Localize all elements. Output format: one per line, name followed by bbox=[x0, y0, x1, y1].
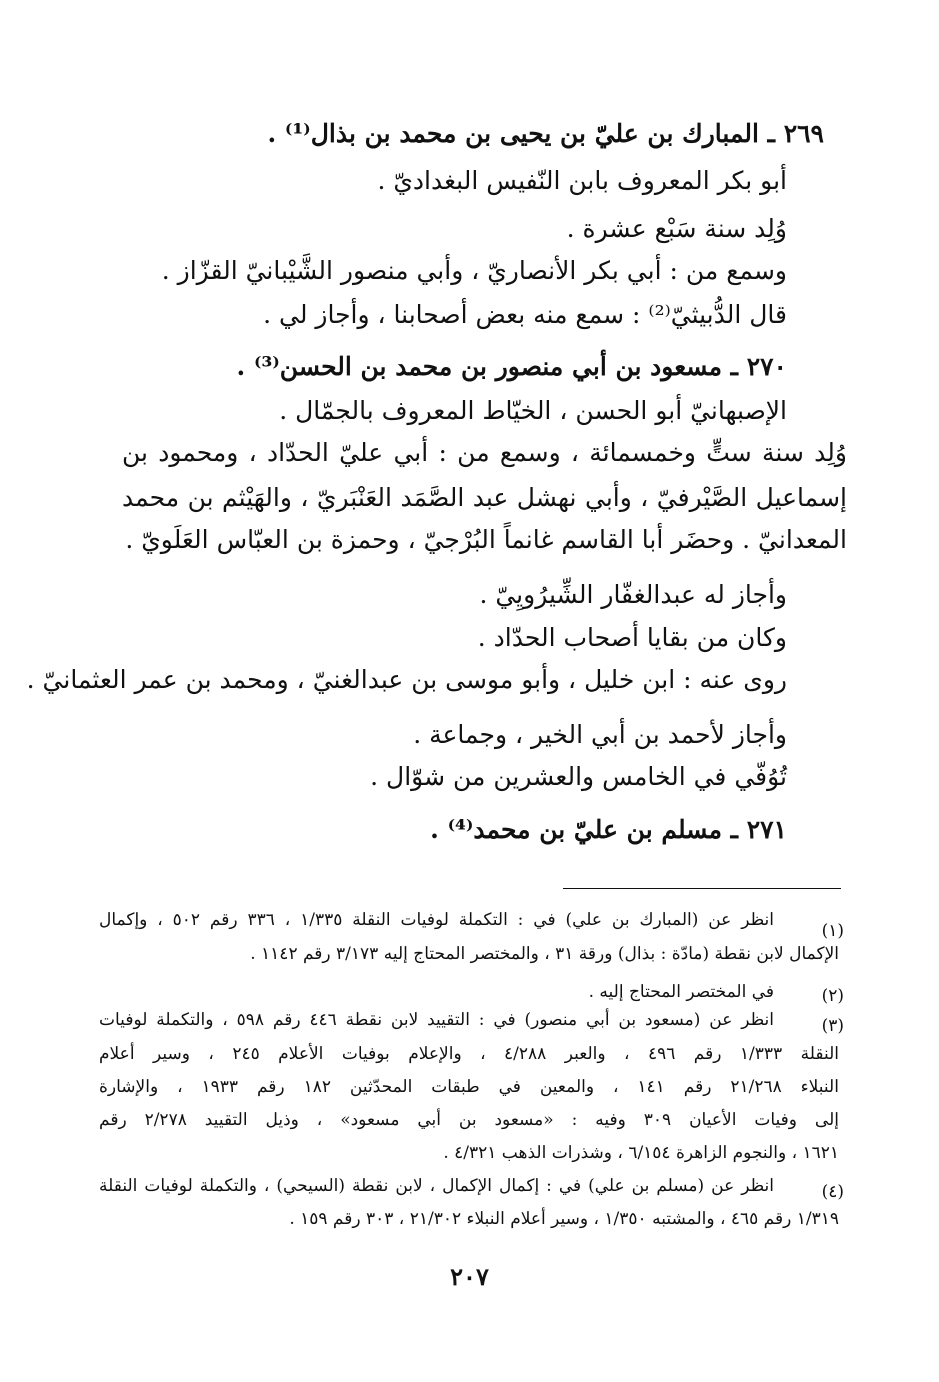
entry-271-heading: ٢٧١ ـ مسلم بن عليّ بن محمد⁽⁴⁾ . bbox=[430, 815, 787, 844]
footnote-line: انظر عن (المبارك بن علي) في : التكملة لوفيات النقلة ١/٣٣٥ ، ٣٣٦ رقم ٥٠٢ ، وإكمال bbox=[99, 910, 774, 930]
footnote-line: النبلاء ٢١/٢٦٨ رقم ١٤١ ، والمعين في طبقات المحدّثين ١٨٢ رقم ١٩٣٣ ، والإشارة bbox=[99, 1077, 839, 1097]
entry-270-line: وأجاز لأحمد بن أبي الخير ، وجماعة . bbox=[413, 720, 787, 749]
footnote-number: (٢) bbox=[821, 986, 844, 1006]
footnote-number: (٤) bbox=[821, 1182, 844, 1202]
footnote-line: في المختصر المحتاج إليه . bbox=[588, 982, 774, 1002]
footnote-line: الإكمال لابن نقطة (مادّة : بذال) ورقة ٣١ ، والمختصر المحتاج إليه ٣/١٧٣ رقم ١١٤٢ . bbox=[250, 944, 839, 964]
footnote-separator bbox=[563, 888, 841, 889]
page-number: ٢٠٧ bbox=[450, 1262, 489, 1291]
footnote-line: ١/٣١٩ رقم ٤٦٥ ، والمشتبه ١/٣٥٠ ، وسير أعلام النبلاء ٢١/٣٠٢ ، ٣٠٣ رقم ١٥٩ . bbox=[289, 1209, 839, 1229]
entry-270-line: تُوُفّي في الخامس والعشرين من شوّال . bbox=[370, 762, 787, 791]
entry-269-line: أبو بكر المعروف بابن النّفيس البغداديّ . bbox=[377, 166, 787, 195]
footnote-line: انظر عن (مسعود بن أبي منصور) في : التقييد لابن نقطة ٤٤٦ رقم ٥٩٨ ، والتكملة لوفيات bbox=[99, 1010, 774, 1030]
entry-270-line: وأجاز له عبدالغفّار الشِّيرُويِيّ . bbox=[479, 580, 787, 609]
entry-269-line: قال الدُّبيثيّ⁽²⁾ : سمع منه بعض أصحابنا ، وأجاز لي . bbox=[263, 300, 787, 329]
entry-270-line: إسماعيل الصَّيْرفيّ ، وأبي نهشل عبد الصَّمَد العَنْبَريّ ، والهَيْثم بن محمد bbox=[122, 483, 847, 512]
entry-270-line: المعدانيّ . وحضَر أبا القاسم غانماً البُرْجيّ ، وحمزة بن العبّاس العَلَويّ . bbox=[125, 525, 847, 554]
entry-270-line: روى عنه : ابن خليل ، وأبو موسى بن عبدالغنيّ ، ومحمد بن عمر العثمانيّ . bbox=[26, 665, 787, 694]
entry-270-line: وكان من بقايا أصحاب الحدّاد . bbox=[477, 623, 787, 652]
footnote-number: (١) bbox=[821, 921, 844, 941]
footnote-number: (٣) bbox=[821, 1016, 844, 1036]
footnote-line: إلى وفيات الأعيان ٣٠٩ وفيه : «مسعود بن أبي مسعود» ، وذيل التقييد ٢/٢٧٨ رقم bbox=[99, 1110, 839, 1130]
footnote-line: انظر عن (مسلم بن علي) في : إكمال الإكمال ، لابن نقطة (السيحي) ، والتكملة لوفيات النقلة bbox=[99, 1176, 774, 1196]
entry-269-line: وُلِد سنة سَبْع عشرة . bbox=[566, 214, 787, 243]
entry-270-line: وُلِد سنة ستٍّ وخمسمائة ، وسمع من : أبي عليّ الحدّاد ، ومحمود بن bbox=[122, 438, 847, 467]
entry-269-heading: ٢٦٩ ـ المبارك بن عليّ بن يحيى بن محمد بن بذال⁽¹⁾ . bbox=[267, 119, 824, 148]
footnote-line: ١٦٢١ ، والنجوم الزاهرة ٦/١٥٤ ، وشذرات الذهب ٤/٣٢١ . bbox=[443, 1143, 839, 1163]
entry-270-heading: ٢٧٠ ـ مسعود بن أبي منصور بن محمد بن الحسن⁽³⁾ . bbox=[236, 352, 787, 381]
entry-269-line: وسمع من : أبي بكر الأنصاريّ ، وأبي منصور الشَّيْبانيّ القزّاز . bbox=[161, 256, 787, 285]
entry-270-line: الإصبهانيّ أبو الحسن ، الخيّاط المعروف بالجمّال . bbox=[279, 396, 787, 425]
footnote-line: النقلة ١/٣٣٣ رقم ٤٩٦ ، والعبر ٤/٢٨٨ ، والإعلام بوفيات الأعلام ٢٤٥ ، وسير أعلام bbox=[99, 1044, 839, 1064]
